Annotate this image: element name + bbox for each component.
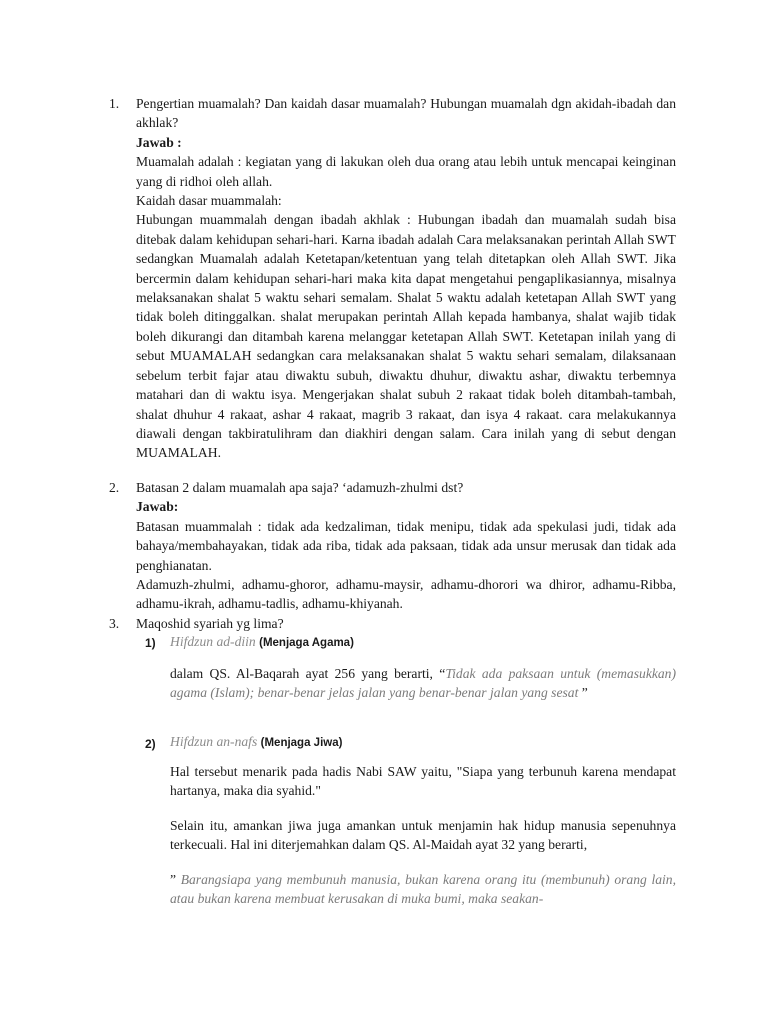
item-number: 2. — [109, 480, 120, 495]
answer-label: Jawab: — [136, 499, 179, 515]
answer-label: Jawab : — [136, 134, 182, 150]
subitem-paragraph: Selain itu, amankan jiwa juga amankan untuk menjamin hak hidup manusia sepenuhnya terkecuali. Hal ini diterjemahkan dalam QS. Al-Maidah ayat 32 yang berarti, — [170, 817, 676, 853]
subitem-label: (Menjaga Agama) — [259, 637, 354, 649]
paragraph-text: ” — [170, 871, 181, 887]
quote-text: Barangsiapa yang membunuh manusia, bukan karena orang itu (membunuh) orang lain, atau bukan karena membuat kerusakan di muka bumi, maka seakan- — [170, 871, 676, 907]
subitem-title: Hifdzun an-nafs — [170, 734, 258, 749]
subitem-paragraph — [170, 870, 676, 909]
subitem-heading — [170, 732, 342, 753]
item-1 — [136, 94, 676, 463]
paragraph-text: dalam QS. Al-Baqarah ayat 256 yang berarti, “ — [170, 666, 446, 681]
item-number: 3. — [109, 616, 120, 631]
question-text: Pengertian muamalah? Dan kaidah dasar muamalah? Hubungan muamalah dgn akidah-ibadah dan akhlak? — [136, 96, 676, 131]
subitem-title: Hifdzun ad-diin — [170, 634, 256, 649]
subitem-number: 1) — [145, 636, 156, 650]
item-3 — [136, 614, 676, 633]
answer-paragraph: Adamuzh-zhulmi, adhamu-ghoror, adhamu-maysir, adhamu-dhorori wa dhiror, adhamu-Ribba, adhamu-ikrah, adhamu-tadlis, adhamu-khiyanah. — [136, 577, 676, 612]
answer-paragraph: Batasan muammalah : tidak ada kedzaliman, tidak menipu, tidak ada spekulasi judi, tidak ada bahaya/membahayakan, tidak ada riba, tidak ada paksaan, tidak ada unsur merusak dan tidak ada penghianatan. — [136, 518, 676, 573]
item-number: 1. — [109, 96, 120, 111]
question-text: Maqoshid syariah yg lima? — [136, 616, 284, 631]
subitem-1-body — [170, 664, 676, 703]
item-2 — [136, 478, 676, 614]
paragraph-text: ” — [578, 685, 588, 701]
question-text: Batasan 2 dalam muamalah apa saja? ‘adamuzh-zhulmi dst? — [136, 480, 464, 495]
subitem-paragraph — [170, 664, 676, 703]
answer-paragraph: Muamalah adalah : kegiatan yang di lakukan oleh dua orang atau lebih untuk mencapai keinginan yang di ridhoi oleh allah. — [136, 154, 676, 189]
subitem-paragraph: Hal tersebut menarik pada hadis Nabi SAW yaitu, "Siapa yang terbunuh karena mendapat hartanya, maka dia syahid." — [170, 764, 676, 799]
subitem-2-body — [170, 762, 676, 908]
subitem-number: 2) — [145, 737, 156, 751]
subitem-label: (Menjaga Jiwa) — [260, 737, 343, 749]
answer-paragraph: Kaidah dasar muammalah: — [136, 193, 282, 209]
answer-paragraph: Hubungan muammalah dengan ibadah akhlak : Hubungan ibadah dan muamalah sudah bisa ditebak dalam kehidupan sehari-hari. Karna ibadah adalah Cara melaksanakan perintah Allah SWT sedangkan Muamalah adalah Ketetapan/ketentuan yang telah ditetapkan oleh Allah SWT. Jika bercermin dalam kehidupan sehari-hari maka kita dapat mengetahui pengaplikasiannya, misalnya melaksanakan shalat 5 waktu sehari semalam. Shalat 5 waktu adalah ketetapan Allah SWT yang tidak boleh ditinggalkan. shalat merupakan perintah Allah kepada hambanya, shalat wajib tidak boleh dikurangi dan ditambah karena melanggar ketetapan Allah SWT. Ketetapan inilah yang di sebut MUAMALAH sedangkan cara melaksanakan shalat 5 waktu sehari semalam, dilaksanaan sebelum terbit fajar atau diwaktu subuh, diwaktu dhuhur, diwaktu ashar, diwaktu terbemnya matahari dan di waktu isya. Mengerjakan shalat subuh 2 rakaat tidak boleh ditambah-tambah, shalat dhuhur 4 rakaat, ashar 4 rakaat, magrib 3 rakaat, dan isya 4 rakaat. cara melakukannya diawali dengan takbiratulihram dan diakhiri dengan salam. Cara inilah yang di sebut dengan MUAMALAH. — [136, 212, 676, 461]
subitem-heading — [170, 632, 354, 653]
quote-text: Tidak ada paksaan untuk (memasukkan) agama (Islam); benar-benar jelas jalan yang benar-benar jalan yang sesat — [170, 666, 677, 701]
